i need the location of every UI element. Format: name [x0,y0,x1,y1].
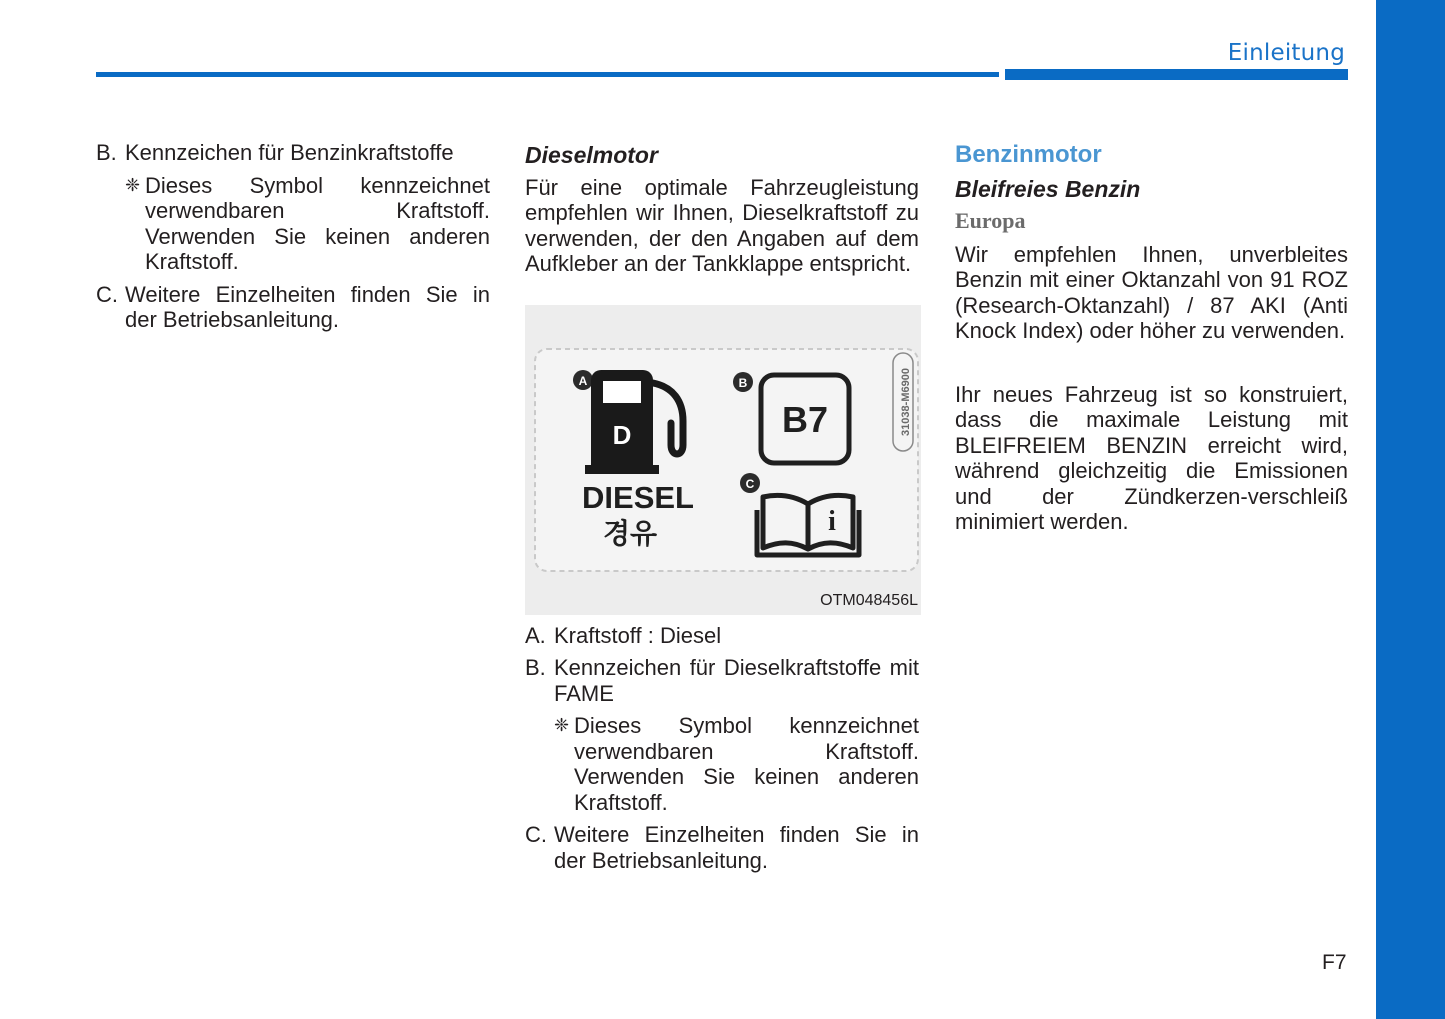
side-code: 31038-M6900 [900,367,912,436]
pump-letter: D [612,419,632,450]
marker-c-text: C [745,476,755,491]
petrol-heading: Benzinmotor [955,141,1102,168]
diesel-heading: Dieselmotor [525,142,658,168]
item-label: B. [96,140,117,165]
item-text: Weitere Einzelheiten finden Sie in der Betriebsanleitung. [125,281,490,332]
note-marker-icon: ❈ [125,174,141,196]
middle-column [525,140,919,880]
diesel-intro: Für eine optimale Fahrzeugleistung empfehlen wir Ihnen, Dieselkraftstoff zu verwenden, der den Angaben auf dem Aufkleber an der Tankklappe entspricht. [525,174,919,276]
unleaded-subheading: Bleifreies Benzin [955,175,1141,202]
section-title: Einleitung [1227,40,1345,66]
page-number: F7 [1322,951,1347,974]
note-marker-icon: ❈ [554,715,570,736]
item-label: C. [525,822,547,847]
item-text: Kennzeichen für Benzinkraftstoffe [125,140,454,165]
diesel-word-korean: 경유 [602,516,658,550]
paragraph-octane: Wir empfehlen Ihnen, unverbleites Benzin mit einer Oktanzahl von 91 ROZ (Research-Oktanzahl) / 87 AKI (Anti Knock Index) oder höher zu verwenden. [955,241,1348,343]
info-letter: i [828,505,836,537]
note-text: Dieses Symbol kennzeichnet verwendbaren Kraftstoff. Verwenden Sie keinen anderen Kraftstoff. [145,172,490,274]
item-label: B. [525,655,546,680]
list-item-a [525,623,919,649]
chapter-side-tab [1376,0,1445,1019]
item-label: C. [96,281,118,307]
item-text: Weitere Einzelheiten finden Sie in der Betriebsanleitung. [554,822,919,873]
symbol-note [125,173,490,275]
marker-a-text: A [578,373,588,388]
header-rule-right [1005,69,1348,80]
marker-c-icon [740,473,760,493]
fuel-label-figure [525,305,921,615]
list-item-c [525,822,919,873]
left-column [96,140,490,340]
right-column [955,140,1348,535]
fuel-door-label-illustration [525,305,921,615]
marker-a-icon [573,370,593,390]
paragraph-performance: Ihr neues Fahrzeug ist so konstruiert, dass die maximale Leistung mit BLEIFREIEM BENZIN erreicht wird, während gleichzeitig die Emissionen und der Zündkerzen-verschleiß minimiert werden. [955,381,1348,534]
marker-b-icon [733,372,753,392]
b7-badge-text: B7 [781,398,829,440]
note-text: Dieses Symbol kennzeichnet verwendbaren Kraftstoff. Verwenden Sie keinen anderen Kraftstoff. [574,713,919,815]
list-item-b [96,140,490,166]
header-rule-left [96,72,999,77]
symbol-note [554,713,919,815]
list-item-c [96,282,490,333]
list-item-b [525,655,919,706]
item-text: Kennzeichen für Dieselkraftstoffe mit FAME [554,655,919,706]
item-text: Kraftstoff : Diesel [554,622,722,648]
marker-b-text: B [738,375,748,390]
diesel-word: DIESEL [582,479,694,515]
item-label: A. [525,622,546,648]
region-heading: Europa [955,208,1026,233]
figure-caption-code: OTM048456L [820,592,918,609]
